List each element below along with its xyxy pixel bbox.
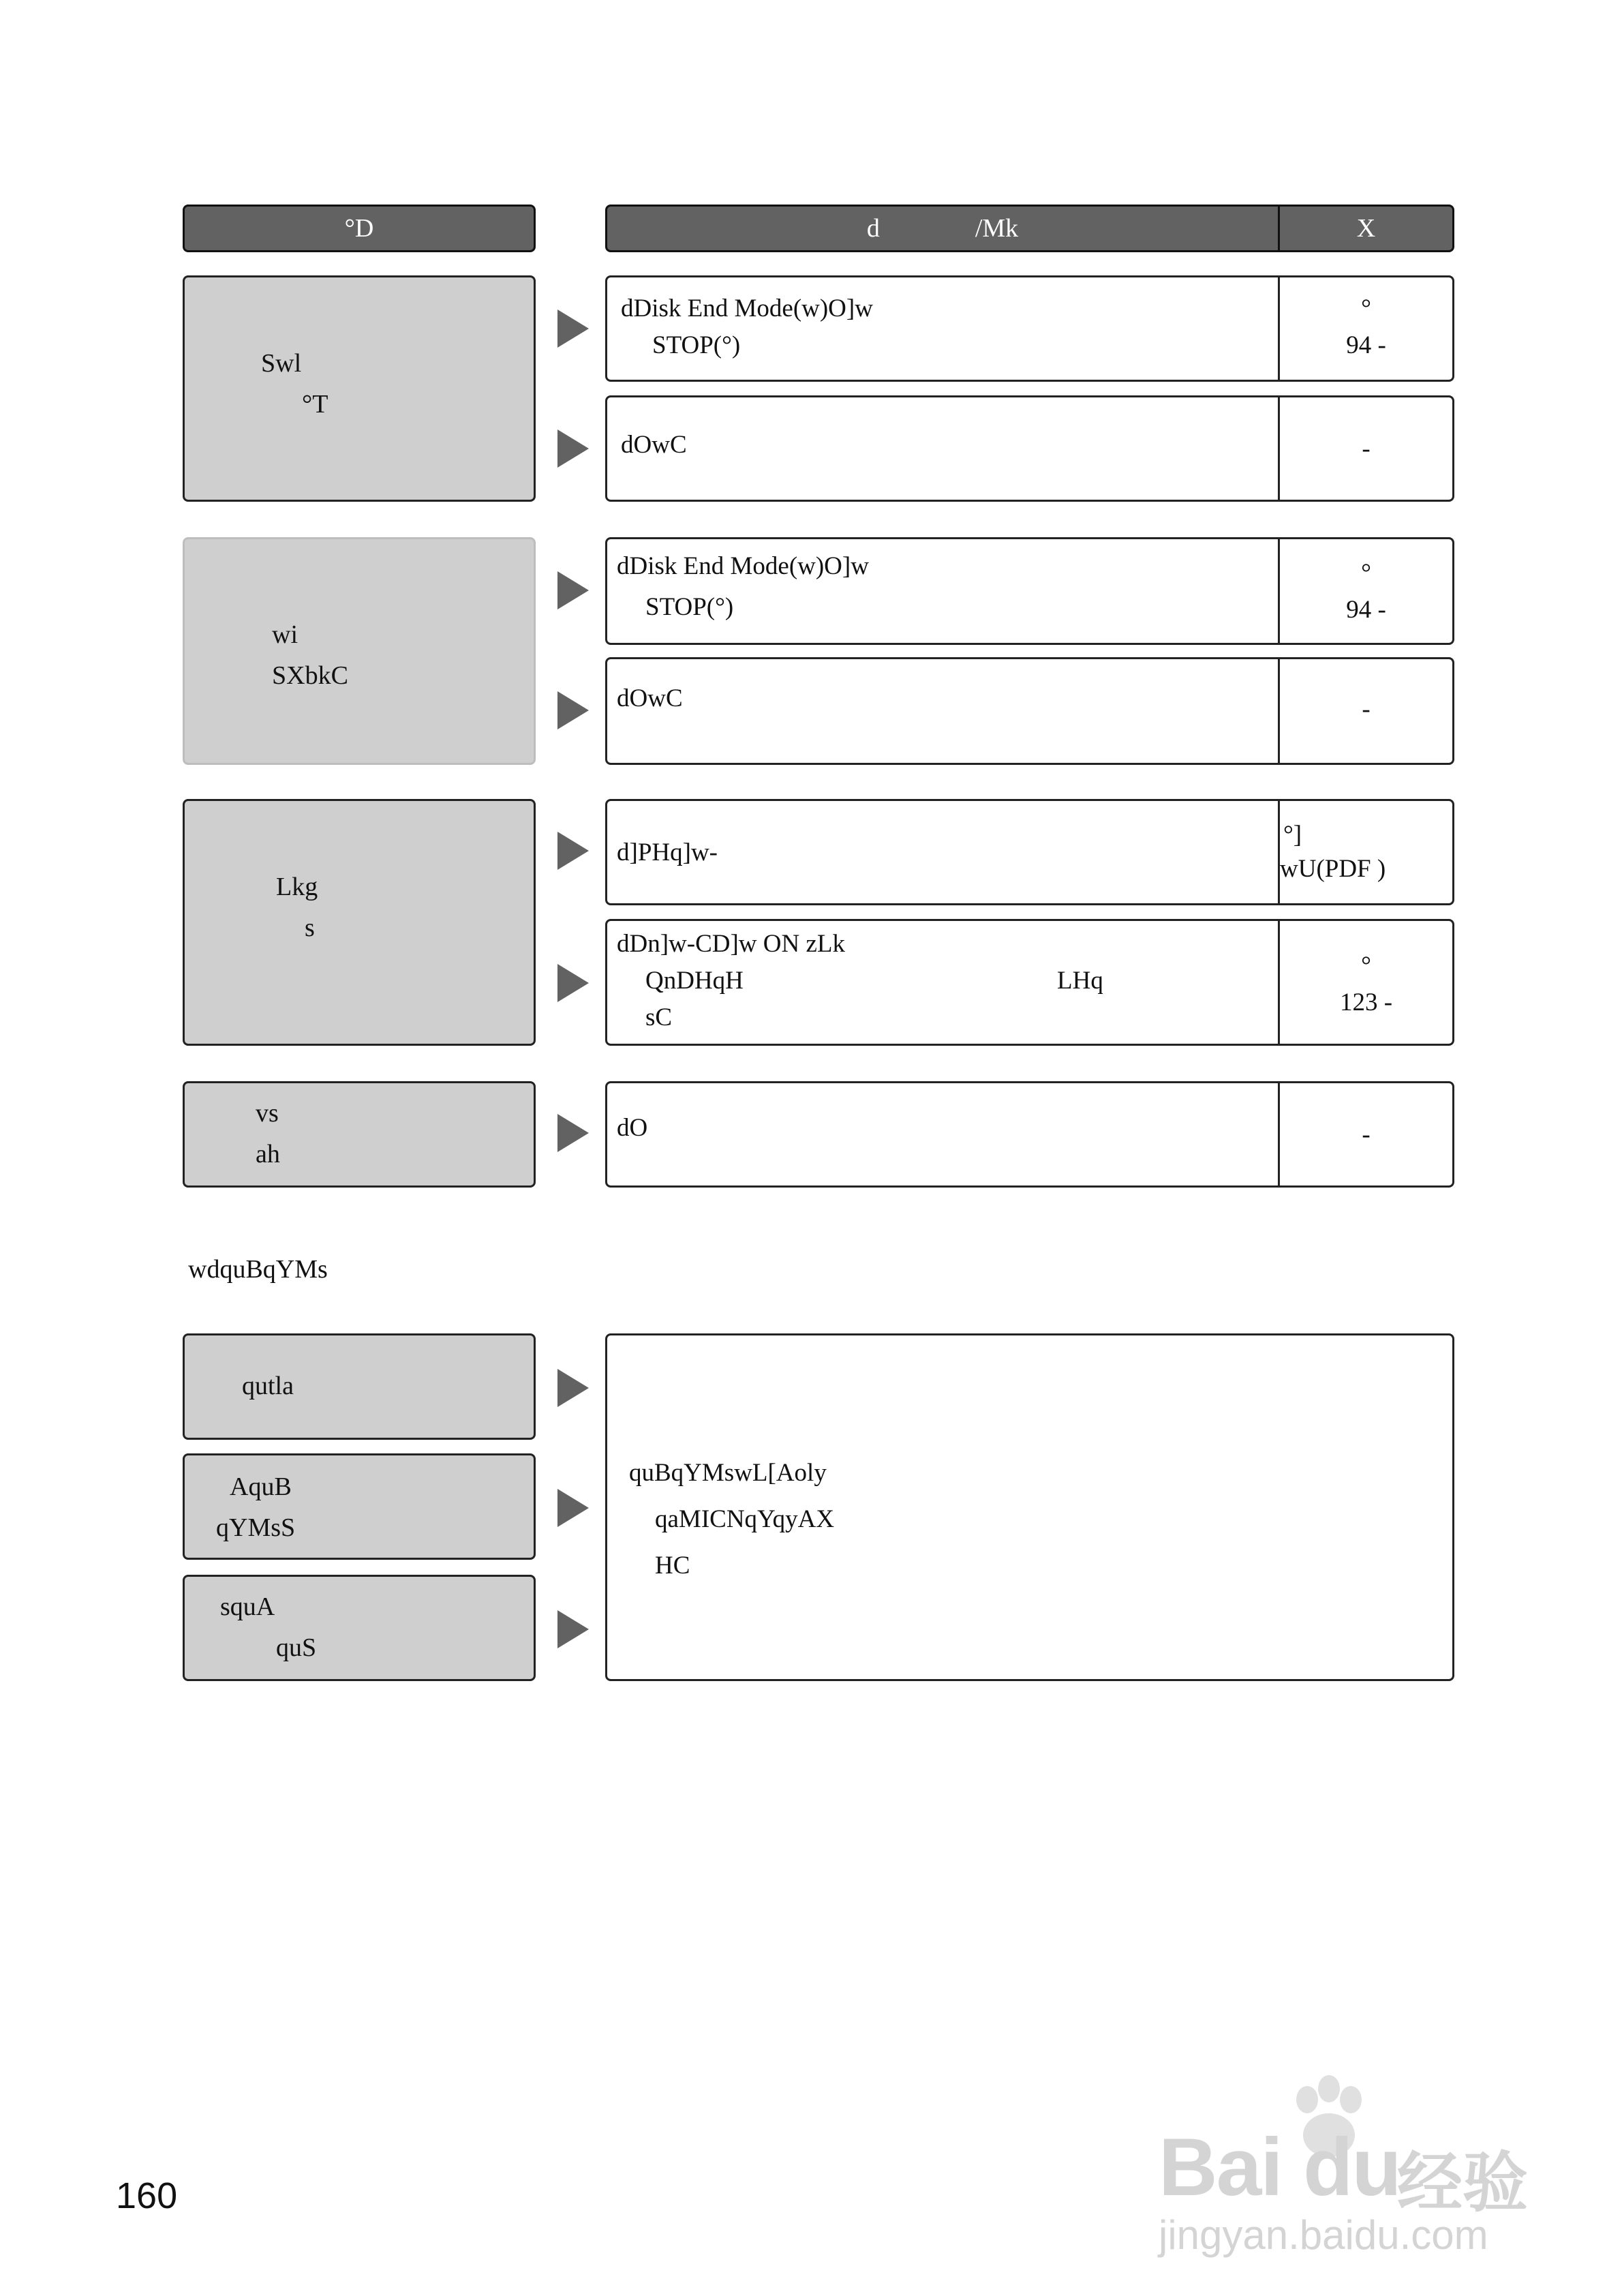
group-2-label (183, 537, 536, 765)
arrow-icon (557, 1489, 589, 1527)
group-2-row-1 (605, 537, 1454, 645)
row-text-line3: sC (645, 1003, 673, 1031)
group-2-label-line2: SXbkC (272, 661, 348, 690)
lower-label-3-line1: squA (220, 1592, 275, 1621)
arrow-icon (557, 1610, 589, 1648)
group-3-label (183, 799, 536, 1046)
row-text-line1: dOwC (617, 684, 683, 712)
arrow-icon (557, 964, 589, 1002)
group-4-row-1 (605, 1081, 1454, 1188)
row-ref-line2: wU(PDF ) (1280, 855, 1386, 883)
row-ref-line1: ° (1361, 294, 1371, 322)
row-text-extra: LHq (1057, 967, 1103, 995)
lower-description (605, 1333, 1454, 1681)
watermark-cjk: 经验 (1397, 2147, 1528, 2220)
row-ref-line2: 123 - (1339, 988, 1393, 1016)
row-text-line1: dDisk End Mode(w)O]w (621, 294, 873, 322)
group-4-label (183, 1081, 536, 1188)
group-1-label-line1: Swl (261, 349, 302, 378)
row-ref-line1: ° (1361, 559, 1371, 587)
arrow-icon (557, 571, 589, 609)
row-text-line1: dO (617, 1114, 648, 1142)
row-ref-line1: ° (1361, 952, 1371, 980)
section-note: wdquBqYMs (188, 1255, 328, 1284)
row-text-line1: dDisk End Mode(w)O]w (617, 552, 869, 580)
row-ref-line2: 94 - (1346, 596, 1386, 624)
row-text-line2: QnDHqH (645, 967, 744, 995)
lower-label-2 (183, 1453, 536, 1560)
arrow-icon (557, 1114, 589, 1152)
group-3-label-line1: Lkg (276, 873, 318, 901)
lower-desc-line1: quBqYMswL[Aoly (629, 1459, 827, 1487)
lower-label-2-line1: AquB (230, 1472, 292, 1501)
row-ref-line1: - (1362, 695, 1371, 723)
row-ref-line1: - (1362, 1121, 1371, 1149)
header-right (605, 205, 1454, 252)
group-1-row-2 (605, 395, 1454, 502)
lower-label-1 (183, 1333, 536, 1440)
group-4-label-line2: ah (256, 1140, 280, 1168)
arrow-icon (557, 309, 589, 348)
row-text-line2: STOP(°) (645, 593, 734, 621)
lower-label-1-line1: qutla (242, 1372, 294, 1400)
lower-label-3-line2: quS (276, 1633, 317, 1662)
row-text-line2: STOP(°) (652, 331, 741, 359)
row-text-line1: dDn]w-CD]w ON zLk (617, 930, 845, 958)
group-2-label-line1: wi (272, 620, 298, 649)
page-number: 160 (116, 2175, 178, 2216)
row-text-line1: dOwC (621, 431, 687, 459)
header-col2 (607, 207, 1278, 250)
lower-label-2-line2: qYMsS (216, 1513, 296, 1542)
watermark-brand: Bai du (1159, 2121, 1401, 2213)
header-col3: X (1356, 214, 1376, 243)
group-3-row-1 (605, 799, 1454, 905)
header-col2b: /Mk (975, 214, 1019, 243)
arrow-icon (557, 691, 589, 729)
header-left (183, 205, 536, 252)
lower-desc-line3: HC (655, 1552, 690, 1580)
arrow-icon (557, 832, 589, 870)
group-1-row-1 (605, 275, 1454, 382)
group-2-row-2 (605, 657, 1454, 765)
group-1-label (183, 275, 536, 502)
arrow-icon (557, 429, 589, 468)
group-3-row-2 (605, 919, 1454, 1046)
group-3-label-line2: s (305, 913, 315, 942)
watermark-url: jingyan.baidu.com (1159, 2212, 1488, 2258)
row-text-line1: d]PHq]w- (617, 839, 718, 866)
row-ref-line1: °] (1283, 821, 1302, 849)
header-col1: °D (344, 214, 374, 243)
arrow-icon (557, 1369, 589, 1407)
row-ref-line2: 94 - (1346, 331, 1386, 359)
lower-desc-line2: qaMICNqYqyAX (655, 1505, 835, 1533)
row-ref-line1: - (1362, 435, 1371, 463)
header-col2a: d (866, 214, 880, 243)
group-4-label-line1: vs (256, 1099, 279, 1128)
group-1-label-line2: °T (302, 390, 328, 419)
lower-label-3 (183, 1575, 536, 1681)
